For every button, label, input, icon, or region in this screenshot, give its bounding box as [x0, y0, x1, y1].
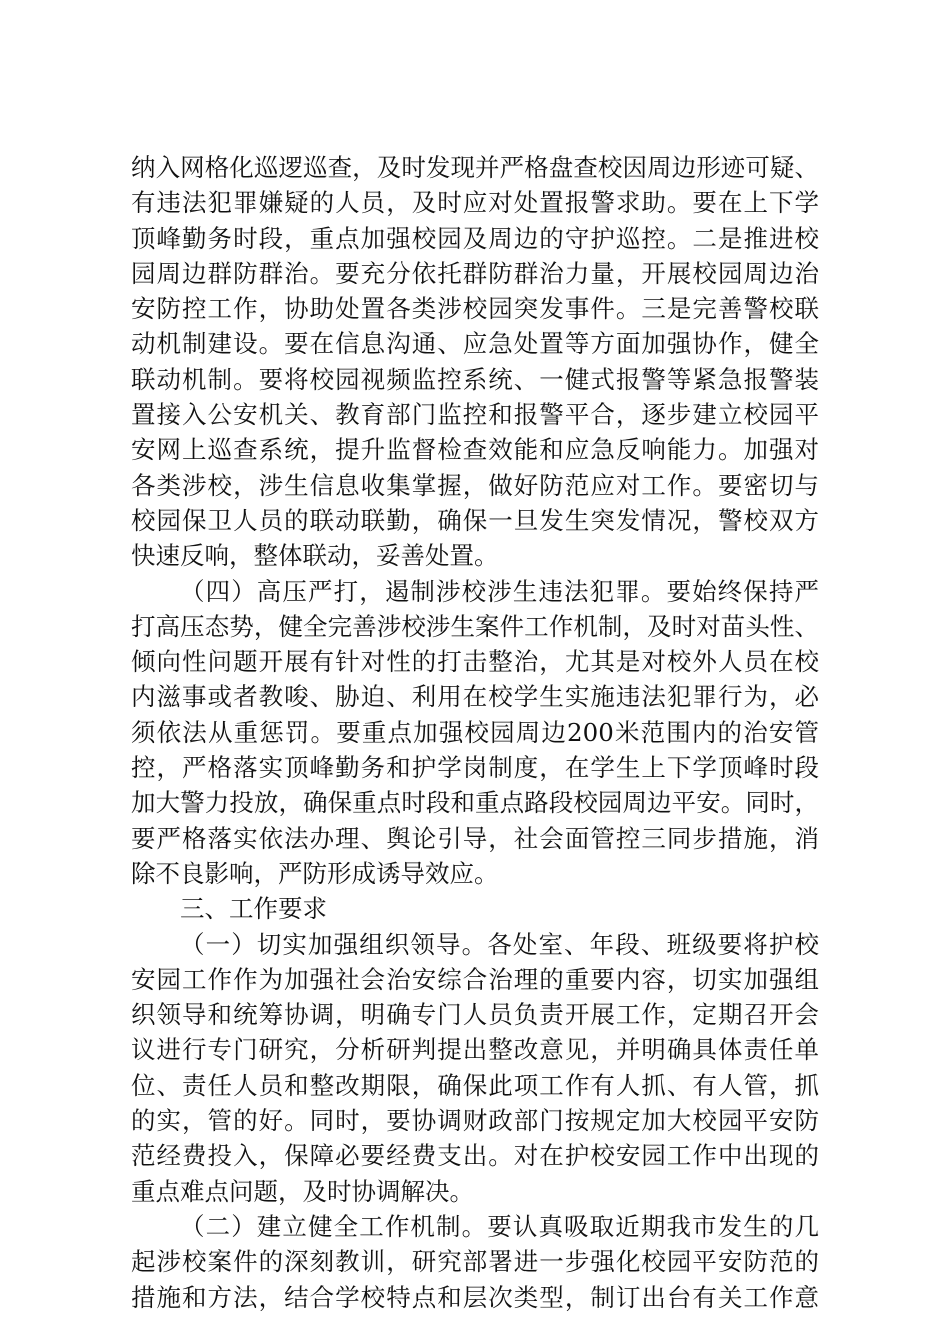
text-line: （一）切实加强组织领导。各处室、年段、班级要将护校 — [180, 929, 819, 959]
text-line: 纳入网格化巡逻巡查，及时发现并严格盘查校因周边形迹可疑、 — [131, 153, 819, 182]
text-line: 安防控工作，协助处置各类涉校园突发事件。三是完善警校联 — [131, 294, 819, 324]
text-line: 范经费投入，保障必要经费支出。对在护校安园工作中出现的 — [131, 1141, 819, 1171]
text-line: 位、责任人员和整改期限，确保此项工作有人抓、有人管，抓 — [131, 1070, 819, 1100]
document-body — [131, 150, 819, 1315]
text-line: 快速反响，整体联动，妥善处置。 — [131, 541, 499, 571]
text-line: 须依法从重惩罚。要重点加强校园周边200米范围内的治安管 — [131, 717, 819, 747]
text-line: 起涉校案件的深刻教训，研究部署进一步强化校园平安防范的 — [131, 1247, 819, 1277]
text-line: 三、工作要求 — [180, 894, 327, 924]
text-line: 联动机制。要将校园视频监控系统、一健式报警等紧急报警装 — [131, 364, 819, 394]
text-line: （四）高压严打，遏制涉校涉生违法犯罪。要始终保持严 — [180, 576, 819, 606]
text-line: 校园保卫人员的联动联勤，确保一旦发生突发情况，警校双方 — [131, 505, 819, 535]
text-line: 置接入公安机关、教育部门监控和报警平合，逐步建立校园平 — [131, 400, 819, 430]
text-line: （二）建立健全工作机制。要认真吸取近期我市发生的几 — [180, 1211, 819, 1241]
text-line: 倾向性问题开展有针对性的打击整治，尤其是对校外人员在校 — [131, 647, 819, 677]
text-line: 安网上巡查系统，提升监督检查效能和应急反响能力。加强对 — [131, 435, 819, 465]
text-line: 织领导和统筹协调，明确专门人员负责开展工作，定期召开会 — [131, 1000, 819, 1030]
text-line: 的实，管的好。同时，要协调财政部门按规定加大校园平安防 — [131, 1106, 819, 1136]
text-line: 园周边群防群治。要充分依托群防群治力量，开展校园周边治 — [131, 258, 819, 288]
text-line: 措施和方法，结合学校特点和层次类型，制订出台有关工作意 — [131, 1282, 819, 1312]
text-line: 内滋事或者教唆、胁迫、利用在校学生实施违法犯罪行为，必 — [131, 682, 819, 712]
text-line: 动机制建设。要在信息沟通、应急处置等方面加强协作，健全 — [131, 329, 819, 359]
text-line: 打高压态势，健全完善涉校涉生案件工作机制，及时对苗头性、 — [131, 611, 819, 641]
text-line: 重点难点问题，及时协调解决。 — [131, 1176, 474, 1206]
text-line: 除不良影响，严防形成诱导效应。 — [131, 858, 499, 888]
text-line: 顶峰勤务时段，重点加强校园及周边的守护巡控。二是推进校 — [131, 223, 819, 253]
text-line: 要严格落实依法办理、舆论引导，社会面管控三同步措施，消 — [131, 823, 819, 853]
text-line: 安园工作作为加强社会治安综合治理的重要内容，切实加强组 — [131, 964, 819, 994]
text-line: 各类涉校，涉生信息收集掌握，做好防范应对工作。要密切与 — [131, 470, 819, 500]
text-line: 控，严格落实顶峰勤务和护学岗制度，在学生上下学顶峰时段 — [131, 753, 819, 783]
text-line: 加大警力投放，确保重点时段和重点路段校园周边平安。同时， — [131, 788, 819, 818]
text-line: 议进行专门研究，分析研判提出整改意见，并明确具体责任单 — [131, 1035, 819, 1065]
text-line: 有违法犯罪嫌疑的人员，及时应对处置报警求助。要在上下学 — [131, 188, 819, 218]
